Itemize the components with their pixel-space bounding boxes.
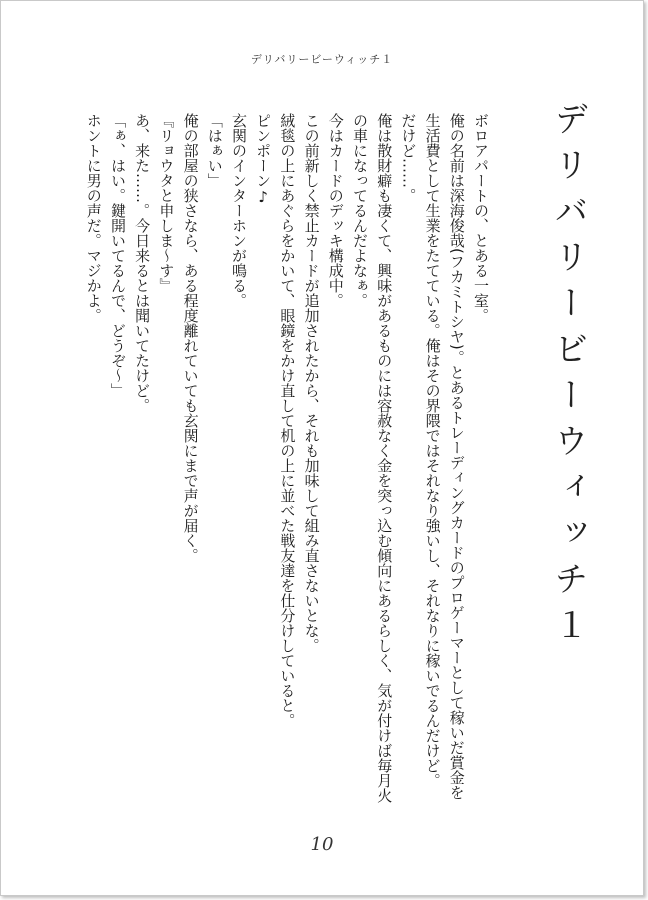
text-line: 「ぁ、はい。鍵開いてるんで、どうぞ～」 [108, 113, 127, 398]
text-line: 俺の部屋の狭さなら、ある程度離れていても玄関にまで声が届く。 [181, 113, 200, 563]
text-line: 絨毯の上にあぐらをかいて、眼鏡をかけ直して机の上に並べた戦友達を仕分けしていると。 [278, 113, 297, 728]
text-line: だけど……。 [399, 113, 418, 203]
text-line: 俺の名前は深海俊哉(フカミトシヤ)。とあるトレーディングカードのプロゲーマーとして稼いだ賞金を [447, 113, 466, 800]
text-line: この前新しく禁止カードが追加されたから、それも加味して組み直さないとな。 [302, 113, 321, 653]
text-line: ピンポーン♪ [254, 113, 273, 206]
text-line: 玄関のインターホンが鳴る。 [229, 113, 248, 308]
text-line: あ、来た……。今日来るとは聞いてたけど。 [133, 113, 152, 413]
text-line: ホントに男の声だ。マジかよ。 [84, 113, 103, 323]
text-line: 今はカードのデッキ構成中。 [326, 113, 345, 308]
body-text [82, 113, 493, 803]
text-line: 生活費として生業をたてている。俺はその界隈ではそれなり強いし、それなりに稼いでるんだけど。 [423, 113, 442, 788]
text-line: 俺は散財癖も凄くて、興味があるものには容赦なく金を突っ込む傾向にあるらしく、気が付けば毎月火 [375, 113, 394, 803]
page-number: 10 [310, 834, 334, 855]
text-line: の車になってるんだよなぁ。 [350, 113, 369, 308]
chapter-title: デリバリービーウィッチ１ [548, 101, 588, 653]
text-line: 「はぁい」 [205, 113, 224, 188]
text-line: ボロアパートの、とある一室。 [472, 113, 490, 323]
running-header: デリバリービーウィッチ１ [250, 53, 394, 66]
text-line: 『リョウタと申しま～す』 [157, 113, 176, 293]
